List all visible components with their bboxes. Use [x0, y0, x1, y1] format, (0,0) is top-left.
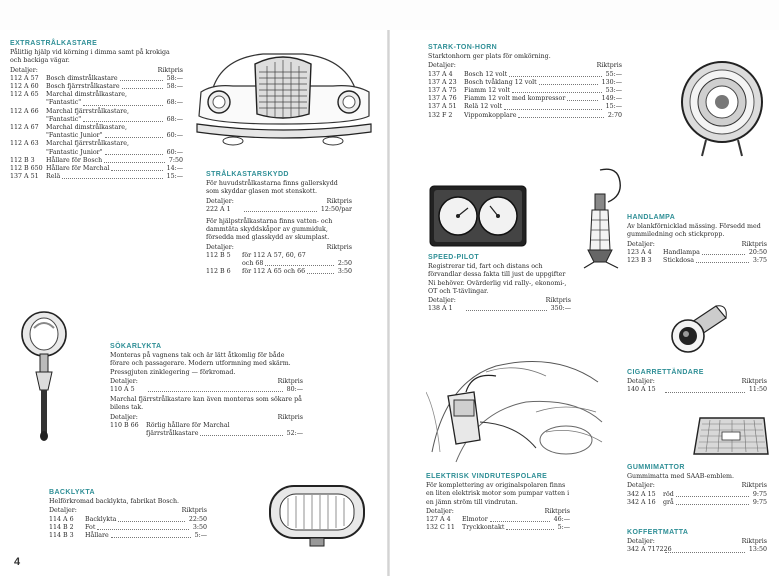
part-name: Handlampa	[663, 248, 700, 256]
price-label: Riktpris	[181, 507, 207, 515]
part-price: 68:—	[166, 115, 183, 123]
part-name: fjärrstrålkastare	[146, 430, 199, 438]
price-label: Riktpris	[277, 377, 303, 385]
part-code: 222 A 1	[206, 205, 231, 213]
part-name: Marchal fjärrstrålkastare,	[46, 140, 129, 148]
section-koffertmatta	[627, 529, 767, 555]
dot-leader	[518, 112, 603, 118]
part-name: "Fantastic Junior"	[46, 148, 103, 156]
part-name: Tryckkontakt	[462, 524, 505, 532]
part-name: Elmotor	[462, 516, 488, 524]
part-row	[426, 524, 570, 532]
details-label: Detaljer:	[428, 62, 456, 70]
section-description: För komplettering av originalspolaren finns en liten elektrisk motor som pumpar vatten i en jämn ström till vindrutan.	[426, 482, 570, 506]
part-price: 11:50	[748, 386, 767, 394]
part-row	[627, 499, 767, 507]
part-code: 112 A 57	[10, 74, 39, 82]
dot-leader	[244, 206, 317, 212]
part-row	[206, 252, 352, 260]
dot-leader	[506, 524, 553, 530]
section-title: SPEED-PILOT	[428, 254, 480, 261]
part-row	[206, 268, 352, 276]
part-price: 60:—	[166, 148, 183, 156]
dot-leader	[265, 260, 333, 266]
price-label: Riktpris	[326, 243, 352, 251]
dot-leader	[97, 524, 189, 530]
part-row	[10, 99, 183, 107]
part-code: 123 A 4	[627, 248, 652, 256]
parts-list	[110, 386, 303, 394]
price-label: Riktpris	[741, 240, 767, 248]
part-name: "Fantastic Junior"	[46, 132, 103, 140]
part-price: 12:50/par	[320, 205, 352, 213]
details-label: Detaljer:	[627, 538, 655, 546]
part-row	[10, 108, 183, 116]
part-name: Relä	[46, 173, 61, 181]
part-price: 68:—	[166, 99, 183, 107]
parts-list	[426, 516, 570, 532]
section-title: CIGARRETTÄNDARE	[627, 369, 704, 376]
section-sokarlykta	[110, 343, 303, 438]
details-header	[10, 67, 183, 75]
section-description-2: Marchal fjärrstrålkastare kan även monteras som sökare på bilens tak.	[110, 396, 302, 412]
details-label: Detaljer:	[426, 507, 454, 515]
parts-list-2	[206, 252, 352, 277]
dot-leader	[676, 499, 749, 505]
part-code: 114 B 2	[49, 523, 74, 531]
dot-leader	[105, 132, 163, 138]
part-name: Vippomkopplare	[464, 111, 517, 119]
part-code: 137 A 75	[428, 87, 457, 95]
part-row	[49, 524, 207, 532]
part-code: 114 A 6	[49, 515, 74, 523]
details-header	[206, 244, 352, 252]
section-starkton-horn	[428, 44, 622, 120]
details-header	[110, 378, 303, 386]
part-row	[10, 91, 183, 99]
details-header	[49, 507, 207, 515]
part-price: 55:—	[605, 70, 622, 78]
section-description: Monteras på vagnens tak och är lätt åtkomlig för både förare och passagerare. Modern utformning med skärm. Pressgjuten zinklegering — förkromad.	[110, 352, 291, 376]
section-title: GUMMIMATTOR	[627, 464, 685, 471]
dot-leader	[83, 99, 162, 105]
part-price: 15:—	[605, 103, 622, 111]
section-description-2: För hjälpstrålkastarna finns vatten- och dammtäta skyddskåpor av gummiduk, försedda med glasskydd av skumplast.	[206, 218, 333, 242]
parts-list	[49, 516, 207, 541]
part-code: 112 B 5	[206, 251, 231, 259]
part-row	[110, 430, 303, 438]
part-code: 112 A 60	[10, 83, 39, 91]
speed-pilot-illustration	[428, 184, 528, 250]
part-code: 112 B 650	[10, 165, 43, 173]
part-price: 53:—	[605, 87, 622, 95]
part-code: 114 B 3	[49, 532, 74, 540]
parts-list	[206, 206, 352, 214]
part-row	[428, 95, 622, 103]
section-gummimattor	[627, 464, 767, 507]
part-code: 112 B 6	[206, 268, 231, 276]
part-code: 123 B 3	[627, 257, 652, 265]
part-row	[428, 112, 622, 120]
dot-leader	[104, 157, 165, 163]
page-fold	[387, 30, 390, 576]
part-code	[10, 149, 46, 157]
part-code: 137 A 76	[428, 95, 457, 103]
part-code	[10, 116, 46, 124]
part-row	[627, 386, 767, 394]
details-header	[627, 378, 767, 386]
part-price: 7:50	[168, 156, 183, 164]
part-name: Rörlig hållare för Marchal	[146, 421, 230, 429]
section-description: Starktonhorn ger plats för omkörning.	[428, 53, 551, 61]
part-price: 3:50	[192, 523, 207, 531]
details-header	[428, 62, 622, 70]
part-price: 350:—	[550, 305, 571, 313]
part-code: 137 A 51	[10, 173, 39, 181]
parts-list	[10, 75, 183, 182]
part-row	[10, 140, 183, 148]
dot-leader	[490, 516, 550, 522]
dot-leader	[83, 116, 162, 122]
part-code: 112 A 67	[10, 124, 39, 132]
section-backlykta	[49, 489, 207, 540]
section-description: Registrerar tid, fart och distans och förvandlar dessa fakta till just de uppgifter Ni behöver. Ovärderlig vid rally-, ekonomi-, OT och T-tävlingar.	[428, 263, 567, 295]
dot-leader	[504, 103, 601, 109]
part-name: Backlykta	[85, 515, 117, 523]
details-header	[627, 241, 767, 249]
part-price: 14:—	[166, 165, 183, 173]
section-handlampa	[627, 214, 767, 265]
part-row	[10, 149, 183, 157]
part-name: Fot	[85, 523, 96, 531]
part-price: 52:—	[286, 430, 303, 438]
part-code: 110 B 66	[110, 421, 139, 429]
section-speed-pilot	[428, 254, 571, 313]
section-title: ELEKTRISK VINDRUTESPOLARE	[426, 473, 548, 480]
price-label: Riktpris	[544, 507, 570, 515]
part-price: 5:—	[557, 524, 570, 532]
dot-leader	[676, 491, 749, 497]
part-row	[110, 386, 303, 394]
part-row	[10, 116, 183, 124]
section-title: STARK-TON-HORN	[428, 44, 498, 51]
part-row	[426, 516, 570, 524]
price-label: Riktpris	[545, 297, 571, 305]
section-description: Av blankförnicklad mässing. Försedd med gummiledning och stickpropp.	[627, 223, 761, 239]
section-description: Gummimatta med SAAB-emblem.	[627, 473, 735, 481]
part-price: 130:—	[601, 78, 622, 86]
part-name: Hållare	[85, 532, 109, 540]
part-code: 112 A 63	[10, 140, 39, 148]
price-label: Riktpris	[326, 197, 352, 205]
part-code: 127 A 4	[426, 516, 451, 524]
details-label: Detaljer:	[10, 66, 38, 74]
part-row	[428, 305, 571, 313]
rubber-mat-illustration	[692, 414, 770, 458]
section-cigarrettandare	[627, 369, 767, 395]
part-name: och 68	[242, 260, 264, 268]
dot-leader	[148, 386, 283, 392]
section-title: KOFFERTMATTA	[627, 529, 689, 536]
price-label: Riktpris	[741, 378, 767, 386]
part-price: 15:—	[166, 173, 183, 181]
part-row	[10, 165, 183, 173]
dot-leader	[665, 386, 745, 392]
part-code	[206, 260, 242, 268]
details-label: Detaljer:	[627, 482, 655, 490]
part-price: 2:50	[337, 260, 352, 268]
part-row	[428, 79, 622, 87]
part-name: Bosch fjärrstrålkastare	[46, 83, 120, 91]
part-row	[206, 206, 352, 214]
part-price: 9:75	[752, 490, 767, 498]
part-price: 46:—	[553, 516, 570, 524]
dot-leader	[509, 71, 601, 77]
part-row	[49, 516, 207, 524]
section-title: BACKLYKTA	[49, 489, 95, 496]
section-title: EXTRASTRÅLKASTARE	[10, 40, 98, 47]
dot-leader	[118, 516, 184, 522]
section-description: Helförkromad backlykta, fabrikat Bosch.	[49, 498, 180, 506]
part-code: 112 B 3	[10, 156, 35, 164]
part-row	[627, 546, 767, 554]
section-description: För huvudstrålkastarna finns gallerskydd som skyddar glasen mot stenskott.	[206, 180, 338, 196]
dot-leader	[307, 268, 334, 274]
details-header	[627, 482, 767, 490]
parts-list	[627, 386, 767, 394]
searchlight-illustration	[16, 308, 72, 444]
dot-leader	[702, 249, 745, 255]
part-row	[10, 83, 183, 91]
section-title: HANDLAMPA	[627, 214, 676, 221]
part-code: 110 A 5	[110, 386, 135, 394]
part-row	[10, 173, 183, 181]
part-row	[428, 103, 622, 111]
part-name: röd	[663, 490, 674, 498]
cigarette-lighter-illustration	[666, 300, 730, 360]
price-label: Riktpris	[596, 62, 622, 70]
part-code: 342 A 15	[627, 490, 656, 498]
part-price: 149:—	[601, 95, 622, 103]
price-label: Riktpris	[277, 413, 303, 421]
details-label: Detaljer:	[206, 197, 234, 205]
part-row	[49, 532, 207, 540]
part-name: Marchal dimstrålkastare,	[46, 124, 127, 132]
reversing-light-illustration	[264, 480, 370, 552]
part-code: 132 C 11	[426, 524, 455, 532]
part-row	[627, 257, 767, 265]
horn-illustration	[676, 52, 766, 162]
hand-lamp-illustration	[578, 166, 624, 270]
car-front-illustration	[193, 44, 373, 152]
part-name: "Fantastic"	[46, 99, 82, 107]
part-code: 342 A 16	[627, 498, 656, 506]
details-label: Detaljer:	[49, 507, 77, 515]
part-row	[627, 249, 767, 257]
dot-leader	[512, 87, 602, 93]
part-code: 112 A 65	[10, 91, 39, 99]
parts-list	[428, 305, 571, 313]
details-label: Detaljer:	[206, 243, 234, 251]
part-code	[10, 99, 46, 107]
part-price: 3:75	[752, 257, 767, 265]
details-header	[206, 198, 352, 206]
part-price: 2:70	[607, 111, 622, 119]
details-header	[627, 538, 767, 546]
part-code	[110, 430, 146, 438]
details-header	[426, 508, 570, 516]
engine-bay-illustration	[426, 352, 606, 470]
part-row	[10, 124, 183, 132]
part-price: 22:50	[188, 515, 207, 523]
part-row	[10, 132, 183, 140]
dot-leader	[567, 95, 597, 101]
details-label: Detaljer:	[627, 240, 655, 248]
part-price: 58:—	[166, 74, 183, 82]
part-row	[206, 260, 352, 268]
details-label: Detaljer:	[627, 378, 655, 386]
part-name: för 112 A 65 och 66	[242, 268, 306, 276]
dot-leader	[105, 149, 163, 155]
dot-leader	[111, 165, 162, 171]
part-code: 112 A 66	[10, 107, 39, 115]
part-name: Stickdosa	[663, 257, 695, 265]
part-row	[10, 157, 183, 165]
dot-leader	[665, 546, 745, 552]
part-row	[627, 491, 767, 499]
parts-list	[428, 71, 622, 120]
section-description: Pålitlig hjälp vid körning i dimma samt på krokiga och backiga vägar.	[10, 49, 170, 65]
dot-leader	[111, 532, 191, 538]
section-title: STRÅLKASTARSKYDD	[206, 171, 289, 178]
part-code: 137 A 4	[428, 70, 453, 78]
details-header	[110, 414, 303, 422]
part-name: för 112 A 57, 60, 67	[242, 251, 306, 259]
dot-leader	[466, 305, 547, 311]
parts-list-2	[110, 422, 303, 438]
part-name: Bosch dimstrålkastare	[46, 74, 118, 82]
part-code: 132 F 2	[428, 111, 453, 119]
part-code: 137 A 51	[428, 103, 457, 111]
parts-list	[627, 249, 767, 265]
part-name: Marchal dimstrålkastare,	[46, 91, 127, 99]
part-price: 13:50	[748, 546, 767, 554]
part-name: Fiamm 12 volt med kompressor	[464, 95, 566, 103]
details-label: Detaljer:	[110, 413, 138, 421]
dot-leader	[120, 75, 163, 81]
price-label: Riktpris	[157, 66, 183, 74]
part-price: 20:50	[748, 248, 767, 256]
part-name: Bosch tvåklang 12 volt	[464, 78, 537, 86]
part-name: Hållare för Marchal	[46, 165, 110, 173]
section-extrastralkastare	[10, 40, 183, 181]
part-row	[110, 422, 303, 430]
part-price: 5:—	[194, 532, 207, 540]
part-name: Hållare för Bosch	[46, 156, 103, 164]
part-name: Fiamm 12 volt	[464, 87, 510, 95]
part-code: 140 A 15	[627, 386, 656, 394]
part-price: 3:50	[337, 268, 352, 276]
details-label: Detaljer:	[428, 297, 456, 305]
details-header	[428, 297, 571, 305]
dot-leader	[696, 257, 749, 263]
parts-list	[627, 546, 767, 554]
dot-leader	[122, 83, 163, 89]
page-number: 4	[14, 556, 21, 568]
part-price: 9:75	[752, 498, 767, 506]
part-price: 80:—	[286, 386, 303, 394]
part-price: 60:—	[166, 132, 183, 140]
part-row	[428, 71, 622, 79]
part-name: Relä 12 volt	[464, 103, 503, 111]
section-vindrutespolare	[426, 473, 570, 532]
part-name: Bosch 12 volt	[464, 70, 508, 78]
part-row	[428, 87, 622, 95]
section-title: SÖKARLYKTA	[110, 343, 162, 350]
section-stralkastarskydd	[206, 171, 352, 276]
part-name: "Fantastic"	[46, 115, 82, 123]
dot-leader	[539, 79, 598, 85]
part-code: 138 A 1	[428, 305, 453, 313]
part-code	[10, 132, 46, 140]
part-price: 58:—	[166, 83, 183, 91]
part-code: 137 A 23	[428, 78, 457, 86]
part-name: grå	[663, 498, 674, 506]
part-code: 342 A 717226	[627, 546, 672, 554]
part-row	[10, 75, 183, 83]
price-label: Riktpris	[741, 538, 767, 546]
part-name: Marchal fjärrstrålkastare,	[46, 107, 129, 115]
parts-list	[627, 491, 767, 507]
dot-leader	[62, 173, 162, 179]
details-label: Detaljer:	[110, 377, 138, 385]
price-label: Riktpris	[741, 482, 767, 490]
dot-leader	[200, 430, 282, 436]
